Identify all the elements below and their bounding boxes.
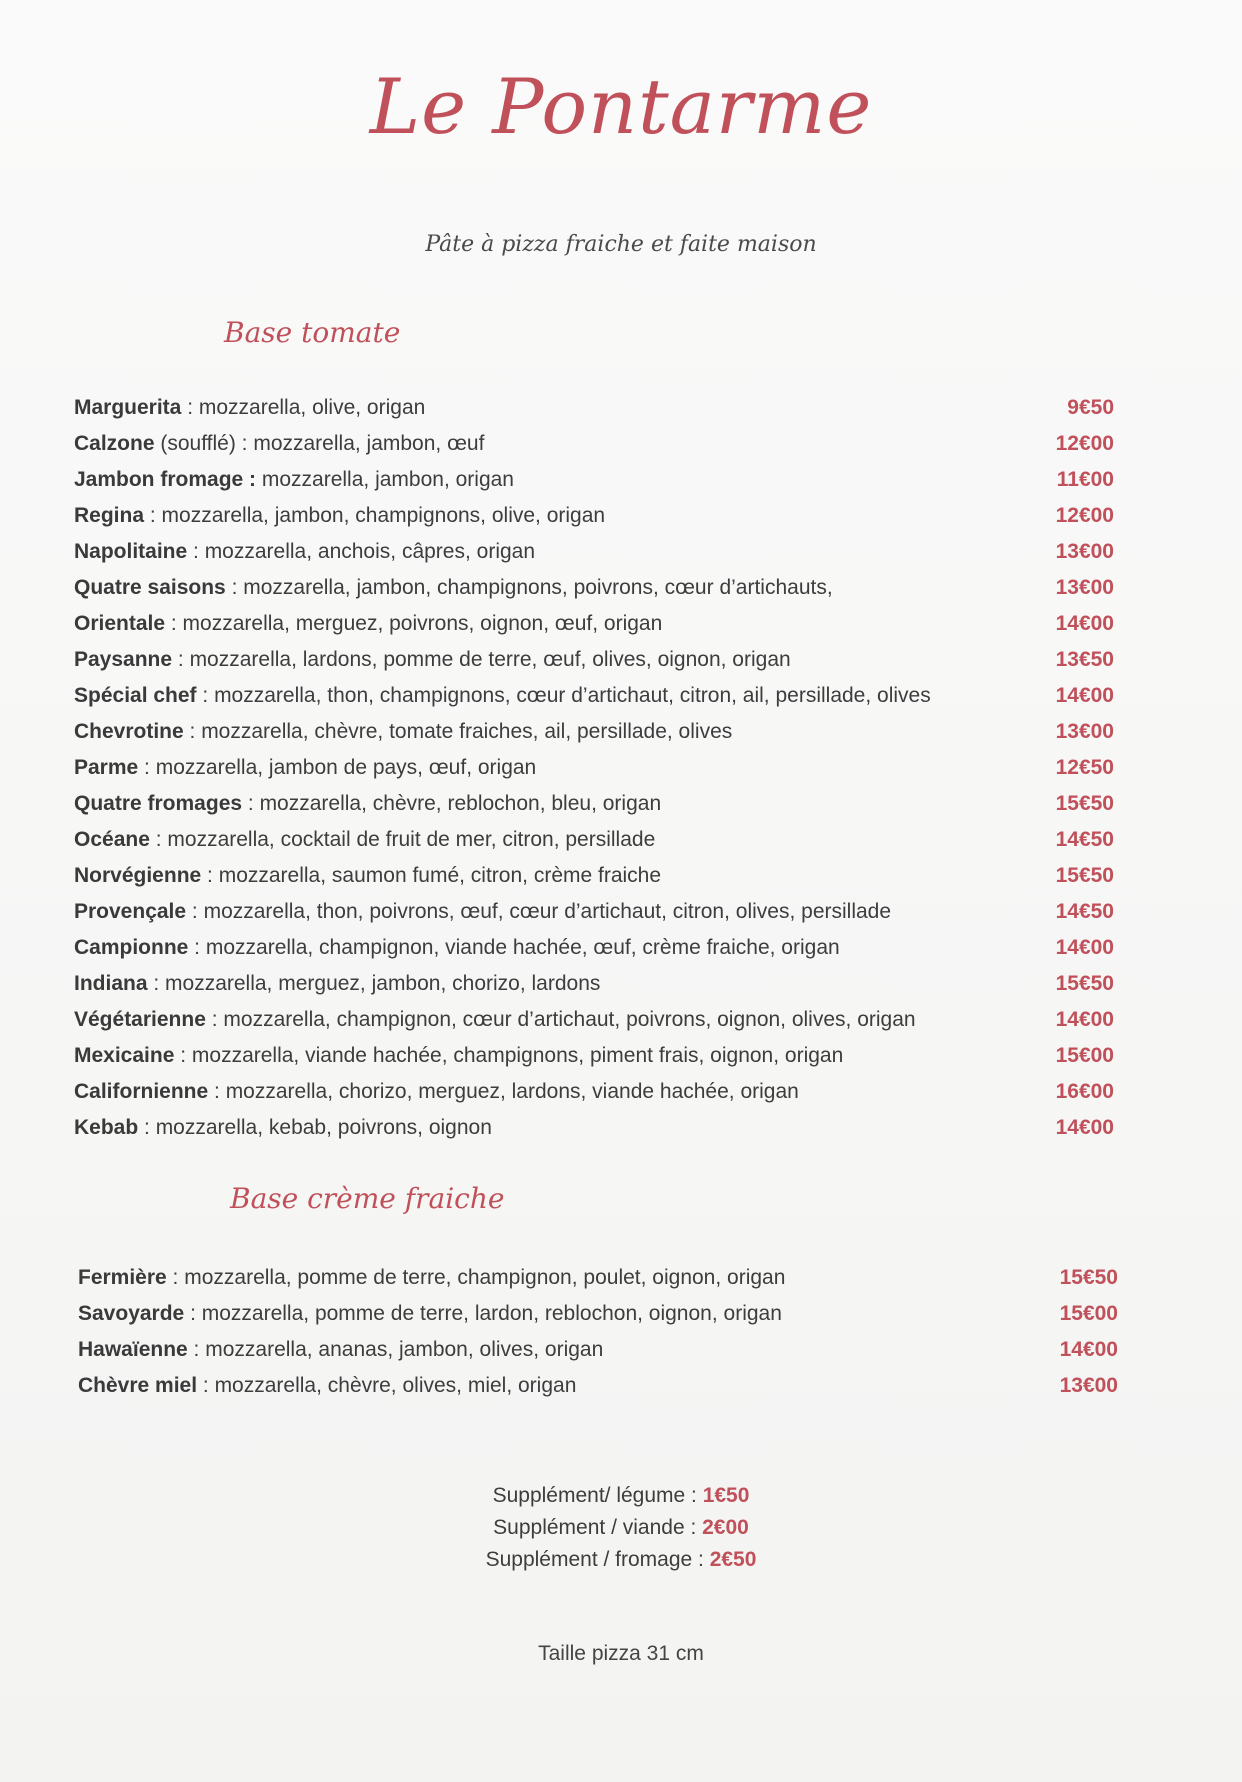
item-price: 11€00	[1056, 468, 1114, 491]
supplement-price: 1€50	[702, 1484, 750, 1507]
item-name: Fermière	[78, 1266, 167, 1289]
item-name: Indiana	[74, 972, 148, 995]
item-name: Mexicaine	[74, 1044, 175, 1067]
supplement-line	[0, 1544, 1242, 1576]
item-price: 14€50	[1055, 900, 1114, 923]
item-name: Quatre saisons	[74, 576, 226, 599]
menu-item	[74, 390, 1114, 426]
item-price: 15€50	[1059, 1266, 1118, 1289]
item-ingredients: : mozzarella, pomme de terre, champignon, poulet, oignon, origan	[166, 1266, 786, 1289]
item-name: Californienne	[74, 1080, 209, 1103]
supplement-label: Supplément / viande :	[493, 1516, 703, 1539]
menu-item	[74, 1110, 1114, 1146]
menu-item	[74, 966, 1114, 1002]
item-price: 13€00	[1055, 540, 1114, 563]
item-name: Paysanne	[74, 648, 173, 671]
item-name: Quatre fromages	[74, 792, 243, 815]
item-ingredients: : mozzarella, viande hachée, champignons, piment frais, oignon, origan	[174, 1044, 844, 1067]
pizza-list-base-creme	[78, 1260, 1118, 1404]
item-ingredients: : mozzarella, lardons, pomme de terre, œuf, olives, oignon, origan	[172, 648, 791, 671]
menu-item	[78, 1296, 1118, 1332]
item-ingredients: : mozzarella, pomme de terre, lardon, reblochon, oignon, origan	[184, 1302, 782, 1325]
item-ingredients: : mozzarella, chèvre, olives, miel, origan	[197, 1374, 577, 1397]
item-ingredients: : mozzarella, chorizo, merguez, lardons, viande hachée, origan	[208, 1080, 799, 1103]
item-ingredients: : mozzarella, chèvre, tomate fraiches, ail, persillade, olives	[183, 720, 733, 743]
section-title-base-tomate: Base tomate	[224, 316, 401, 349]
menu-item	[74, 1074, 1114, 1110]
item-price: 16€00	[1055, 1080, 1114, 1103]
restaurant-title: Le Pontarme	[369, 62, 873, 151]
menu-item	[74, 570, 1114, 606]
item-ingredients: : mozzarella, jambon, champignons, olive, origan	[144, 504, 606, 527]
supplement-label: Supplément / fromage :	[485, 1548, 710, 1571]
menu-item	[78, 1332, 1118, 1368]
item-price: 15€00	[1059, 1302, 1118, 1325]
item-name: Regina	[74, 504, 145, 527]
item-name: Spécial chef	[74, 684, 197, 707]
item-name: Chevrotine	[74, 720, 184, 743]
menu-item	[74, 1002, 1114, 1038]
item-price: 12€00	[1055, 504, 1114, 527]
menu-item	[74, 498, 1114, 534]
item-price: 12€00	[1055, 432, 1114, 455]
supplement-line	[0, 1512, 1242, 1544]
supplement-line	[0, 1480, 1242, 1512]
item-price: 15€50	[1055, 792, 1114, 815]
item-price: 13€00	[1059, 1374, 1118, 1397]
item-name: Parme	[74, 756, 139, 779]
item-price: 12€50	[1055, 756, 1114, 779]
menu-item	[78, 1260, 1118, 1296]
item-ingredients: : mozzarella, champignon, cœur d’artichaut, poivrons, oignon, olives, origan	[205, 1008, 916, 1031]
item-price: 14€00	[1055, 936, 1114, 959]
menu-item	[74, 750, 1114, 786]
section-title-base-creme-fraiche: Base crème fraiche	[230, 1182, 505, 1215]
item-price: 13€00	[1055, 720, 1114, 743]
item-name: Norvégienne	[74, 864, 202, 887]
item-price: 13€00	[1055, 576, 1114, 599]
item-price: 15€50	[1055, 972, 1114, 995]
item-name: Hawaïenne	[78, 1338, 188, 1361]
item-ingredients: : mozzarella, merguez, jambon, chorizo, lardons	[147, 972, 601, 995]
item-ingredients: : mozzarella, champignon, viande hachée, œuf, crème fraiche, origan	[188, 936, 840, 959]
item-name: Napolitaine	[74, 540, 188, 563]
item-ingredients: : mozzarella, chèvre, reblochon, bleu, origan	[242, 792, 662, 815]
item-ingredients: : mozzarella, thon, poivrons, œuf, cœur d’artichaut, citron, olives, persillade	[186, 900, 892, 923]
menu-item	[74, 642, 1114, 678]
menu-item	[74, 714, 1114, 750]
item-name: Marguerita	[74, 396, 182, 419]
item-price: 14€00	[1055, 1116, 1114, 1139]
supplements	[0, 1480, 1242, 1576]
menu-item	[74, 930, 1114, 966]
menu-item	[74, 1038, 1114, 1074]
item-name: Orientale	[74, 612, 166, 635]
menu-item	[74, 606, 1114, 642]
item-name: Végétarienne	[74, 1008, 206, 1031]
item-name: Kebab	[74, 1116, 139, 1139]
item-name: Savoyarde	[78, 1302, 185, 1325]
item-ingredients: mozzarella, jambon, origan	[256, 468, 514, 491]
item-ingredients: : mozzarella, jambon de pays, œuf, origan	[138, 756, 537, 779]
item-ingredients: : mozzarella, jambon, champignons, poivrons, cœur d’artichauts,	[225, 576, 833, 599]
item-ingredients: (soufflé) : mozzarella, jambon, œuf	[154, 432, 485, 455]
menu-item	[74, 462, 1114, 498]
item-ingredients: : mozzarella, anchois, câpres, origan	[187, 540, 536, 563]
item-ingredients: : mozzarella, cocktail de fruit de mer, citron, persillade	[149, 828, 656, 851]
item-name: Jambon fromage :	[74, 468, 257, 491]
item-ingredients: : mozzarella, thon, champignons, cœur d’artichaut, citron, ail, persillade, olives	[196, 684, 931, 707]
item-name: Campionne	[74, 936, 189, 959]
item-name: Océane	[74, 828, 150, 851]
supplement-price: 2€00	[702, 1516, 749, 1539]
item-price: 13€50	[1055, 648, 1114, 671]
item-ingredients: : mozzarella, olive, origan	[181, 396, 426, 419]
item-name: Provençale	[74, 900, 187, 923]
menu-item	[74, 426, 1114, 462]
menu-item	[74, 678, 1114, 714]
menu-item	[74, 894, 1114, 930]
item-ingredients: : mozzarella, merguez, poivrons, oignon, œuf, origan	[165, 612, 663, 635]
item-ingredients: : mozzarella, kebab, poivrons, oignon	[138, 1116, 492, 1139]
item-ingredients: : mozzarella, ananas, jambon, olives, origan	[187, 1338, 604, 1361]
item-price: 15€00	[1055, 1044, 1114, 1067]
supplement-price: 2€50	[709, 1548, 757, 1571]
menu-item	[74, 858, 1114, 894]
item-name: Chèvre miel	[78, 1374, 198, 1397]
supplement-label: Supplément/ légume :	[492, 1484, 703, 1507]
pizza-list-base-tomate	[74, 390, 1114, 1146]
menu-subtitle: Pâte à pizza fraiche et faite maison	[425, 232, 817, 257]
item-price: 15€50	[1055, 864, 1114, 887]
item-price: 9€50	[1067, 396, 1114, 419]
item-price: 14€50	[1055, 828, 1114, 851]
menu-item	[78, 1368, 1118, 1404]
menu-item	[74, 786, 1114, 822]
item-ingredients: : mozzarella, saumon fumé, citron, crème fraiche	[201, 864, 662, 887]
pizza-size-note: Taille pizza 31 cm	[538, 1642, 704, 1665]
menu-item	[74, 822, 1114, 858]
item-price: 14€00	[1055, 684, 1114, 707]
item-name: Calzone	[74, 432, 155, 455]
menu-item	[74, 534, 1114, 570]
item-price: 14€00	[1055, 612, 1114, 635]
item-price: 14€00	[1055, 1008, 1114, 1031]
item-price: 14€00	[1059, 1338, 1118, 1361]
